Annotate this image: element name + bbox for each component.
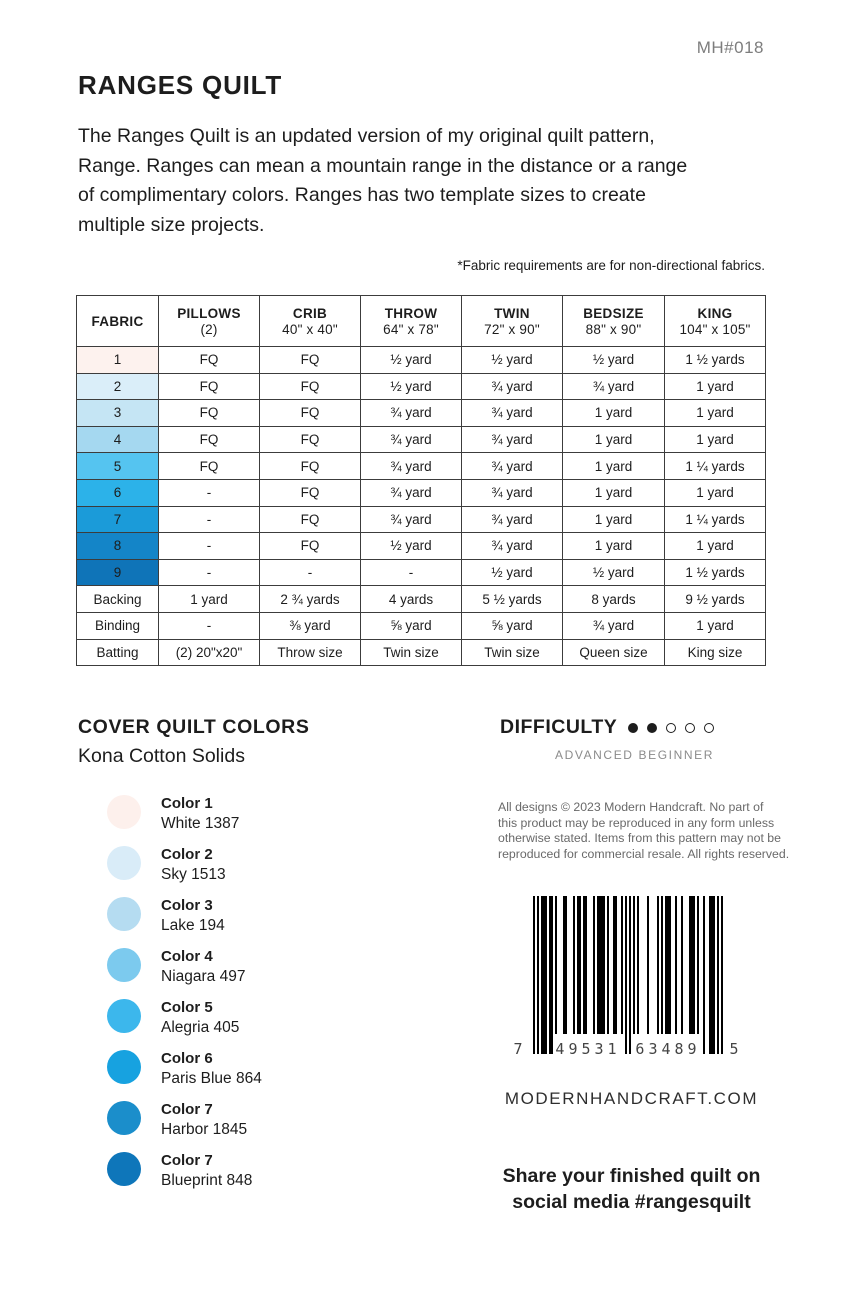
yardage-cell: 1 yard [665,426,766,453]
table-row [77,559,766,586]
cover-colors-subheading: Kona Cotton Solids [78,745,245,767]
yardage-cell: FQ [260,479,361,506]
copyright-line: this product may be reproduced in any form unless [498,815,775,830]
barcode-bar [621,896,623,1034]
intro-line: Range. Ranges can mean a mountain range in the distance or a range [78,154,688,177]
color-list-item [107,792,262,843]
yardage-cell: King size [665,639,766,666]
barcode-bar [533,896,535,1054]
yardage-cell: FQ [159,373,260,400]
yardage-cell: ⅝ yard [361,612,462,639]
color-swatch [107,999,141,1033]
fabric-swatch-cell: 8 [77,533,159,560]
color-label: Color 7 [161,1152,213,1169]
difficulty-row [500,716,714,739]
intro-line: The Ranges Quilt is an updated version of my original quilt pattern, [78,125,655,147]
table-row [77,453,766,480]
barcode-digits-right: 63489 [635,1040,701,1058]
color-swatch [107,846,141,880]
copyright-line: otherwise stated. Items from this pattern may not be [498,831,781,846]
table-row [77,533,766,560]
fabric-swatch-cell: 7 [77,506,159,533]
barcode-bar [597,896,599,1034]
yardage-cell: 1 yard [563,533,665,560]
yardage-cell: ¾ yard [361,426,462,453]
fabric-swatch-cell: 5 [77,453,159,480]
barcode-bar [661,896,663,1034]
color-name: White 1387 [161,815,240,832]
yardage-cell: 8 yards [563,586,665,613]
difficulty-dot [628,723,638,733]
column-title: KING [697,305,733,321]
yardage-cell: ½ yard [361,533,462,560]
difficulty-dot [704,723,714,733]
color-list-item [107,1098,262,1149]
barcode-bar [615,896,617,1034]
fabric-label-cell: Backing [77,586,159,613]
column-title: FABRIC [91,313,144,329]
yardage-cell: 1 ¼ yards [665,453,766,480]
intro-paragraph [78,122,687,240]
yardage-cell: - [159,612,260,639]
yardage-cell: ½ yard [462,347,563,374]
column-title: PILLOWS [177,305,241,321]
yardage-cell: - [159,533,260,560]
yardage-cell: Throw size [260,639,361,666]
yardage-cell: 5 ½ yards [462,586,563,613]
barcode-bar [721,896,723,1054]
column-title: THROW [384,305,438,321]
yardage-cell: FQ [159,426,260,453]
yardage-cell: FQ [159,453,260,480]
intro-line: of complimentary colors. Ranges has two template sizes to create [78,184,646,206]
barcode-bar [681,896,683,1034]
barcode-bar [551,896,553,1054]
barcode-bar [647,896,649,1034]
table-row [77,506,766,533]
difficulty-label: DIFFICULTY [500,716,618,738]
yardage-cell: 1 yard [159,586,260,613]
barcode-bar [637,896,639,1034]
yardage-cell: FQ [260,347,361,374]
share-line: Share your finished quilt on [502,1165,761,1187]
barcode-bar [573,896,575,1034]
table-body [77,347,766,666]
barcode-bar [657,896,659,1034]
color-swatch [107,897,141,931]
fabric-note: *Fabric requirements are for non-directional fabrics. [457,258,765,273]
color-label: Color 6 [161,1050,213,1067]
table-row [77,612,766,639]
color-name: Paris Blue 864 [161,1070,262,1087]
color-text [161,1047,262,1098]
fabric-label-cell: Binding [77,612,159,639]
yardage-cell: ½ yard [462,559,563,586]
barcode-bar [629,896,631,1054]
column-header [77,296,159,347]
page-title: RANGES QUILT [78,70,283,100]
barcode-bar [697,896,699,1034]
barcode-bar [669,896,671,1034]
table-header [77,296,766,347]
table-row [77,586,766,613]
yardage-cell: ⅝ yard [462,612,563,639]
color-label: Color 2 [161,846,213,863]
intro-line: multiple size projects. [78,213,265,236]
website-url: MODERNHANDCRAFT.COM [504,1089,759,1108]
color-text [161,945,245,996]
barcode-bar [607,896,609,1034]
barcode-bar [667,896,669,1034]
yardage-cell: - [159,479,260,506]
barcode-bar [565,896,567,1034]
yardage-cell: ¾ yard [361,479,462,506]
column-title: TWIN [494,305,530,321]
yardage-cell: FQ [260,453,361,480]
color-list-item [107,843,262,894]
barcode-bar [633,896,635,1034]
color-list-item [107,1149,262,1200]
yardage-cell: ¾ yard [361,453,462,480]
color-text [161,1098,247,1149]
difficulty-dots [628,723,714,733]
color-label: Color 7 [161,1101,213,1118]
difficulty-dot [685,723,695,733]
column-header [462,296,563,347]
yardage-cell: 1 yard [563,453,665,480]
barcode-bar [711,896,713,1054]
fabric-label-cell: Batting [77,639,159,666]
copyright-line: reproduced for commercial resale. All rights reserved. [498,847,790,862]
column-subtitle: (2) [200,321,218,337]
fabric-swatch-cell: 2 [77,373,159,400]
column-header [361,296,462,347]
table-header-row [77,296,766,347]
yardage-cell: 9 ½ yards [665,586,766,613]
yardage-cell: ½ yard [563,347,665,374]
yardage-cell: - [159,559,260,586]
column-subtitle: 88" x 90" [585,321,642,337]
cover-colors-heading: COVER QUILT COLORS [78,716,310,738]
yardage-cell: 1 yard [563,479,665,506]
color-name: Sky 1513 [161,866,226,883]
yardage-cell: FQ [260,533,361,560]
difficulty-level-text: ADVANCED BEGINNER [554,748,714,762]
yardage-cell: FQ [159,400,260,427]
share-message [478,1163,785,1215]
color-label: Color 1 [161,795,213,812]
fabric-swatch-cell: 4 [77,426,159,453]
fabric-swatch-cell: 6 [77,479,159,506]
color-text [161,1149,252,1200]
barcode-digit-first: 7 [513,1040,527,1058]
column-subtitle: 104" x 105" [679,321,751,337]
yardage-cell: ¾ yard [462,426,563,453]
color-swatch [107,795,141,829]
color-text [161,996,239,1047]
column-title: CRIB [292,305,328,321]
barcode-bar [583,896,585,1034]
difficulty-dot [666,723,676,733]
yardage-cell: - [361,559,462,586]
yardage-cell: ¾ yard [563,373,665,400]
yardage-cell: FQ [260,373,361,400]
yardage-cell: Queen size [563,639,665,666]
yardage-cell: 4 yards [361,586,462,613]
yardage-cell: FQ [260,426,361,453]
yardage-cell: 1 yard [563,506,665,533]
barcode-bar [577,896,579,1034]
color-name: Blueprint 848 [161,1172,253,1189]
barcode-bar [601,896,603,1034]
yardage-cell: 1 ¼ yards [665,506,766,533]
yardage-cell: - [159,506,260,533]
yardage-cell: ¾ yard [361,400,462,427]
color-name: Harbor 1845 [161,1121,248,1138]
column-header [563,296,665,347]
column-header [159,296,260,347]
color-swatch [107,1050,141,1084]
yardage-cell: FQ [260,400,361,427]
color-list-item [107,894,262,945]
color-label: Color 5 [161,999,213,1016]
table-row [77,347,766,374]
barcode-bar [689,896,691,1034]
yardage-cell: 1 ½ yards [665,559,766,586]
column-subtitle: 40" x 40" [282,321,338,337]
table-row [77,426,766,453]
copyright-text [498,800,789,863]
barcode-digit-last: 5 [729,1040,743,1058]
column-subtitle: 64" x 78" [383,321,439,337]
color-list [107,792,262,1200]
color-text [161,843,226,894]
table-row [77,639,766,666]
barcode-bar [675,896,677,1034]
barcode-bar [691,896,693,1034]
yardage-cell: ¾ yard [462,533,563,560]
fabric-swatch-cell: 3 [77,400,159,427]
yardage-cell: 1 yard [665,612,766,639]
barcode-bar [709,896,711,1054]
barcode-bar [693,896,695,1034]
yardage-cell: FQ [260,506,361,533]
barcode-bar [593,896,595,1034]
color-label: Color 4 [161,948,213,965]
column-title: BEDSIZE [583,305,644,321]
yardage-cell: ¾ yard [563,612,665,639]
yardage-cell: ½ yard [361,347,462,374]
barcode-bar [613,896,615,1034]
barcode-bar [603,896,605,1034]
column-subtitle: 72" x 90" [484,321,540,337]
barcode-bar [585,896,587,1034]
yardage-cell: - [260,559,361,586]
color-name: Niagara 497 [161,968,246,985]
yardage-cell: Twin size [361,639,462,666]
color-list-item [107,945,262,996]
yardage-cell: 1 yard [563,400,665,427]
barcode-bar [545,896,547,1054]
barcode-bar [713,896,715,1054]
table-row [77,373,766,400]
yardage-cell: (2) 20"x20" [159,639,260,666]
barcode-bar [549,896,551,1054]
color-name: Alegria 405 [161,1019,240,1036]
color-swatch [107,948,141,982]
color-swatch [107,1152,141,1186]
yardage-cell: ¾ yard [462,400,563,427]
barcode-bar [599,896,601,1034]
yardage-cell: FQ [159,347,260,374]
share-line: social media #rangesquilt [512,1191,751,1213]
yardage-cell: ¾ yard [462,453,563,480]
barcode-bar [717,896,719,1054]
barcode-digits-left: 49531 [555,1040,621,1058]
barcode-bar [541,896,543,1054]
difficulty-dot [647,723,657,733]
color-list-item [107,996,262,1047]
yardage-cell: ½ yard [563,559,665,586]
fabric-swatch-cell: 1 [77,347,159,374]
color-name: Lake 194 [161,917,225,934]
table-row [77,400,766,427]
yardage-cell: 1 yard [665,400,766,427]
copyright-line: All designs © 2023 Modern Handcraft. No part of [498,800,764,814]
yardage-cell: 1 yard [665,479,766,506]
color-list-item [107,1047,262,1098]
barcode-bar [579,896,581,1034]
yardage-cell: ¾ yard [462,479,563,506]
yardage-cell: 1 ½ yards [665,347,766,374]
difficulty-section [500,716,714,762]
yardage-cell: 1 yard [665,533,766,560]
yardage-cell: ⅜ yard [260,612,361,639]
barcode-bar [703,896,705,1054]
fabric-swatch-cell: 9 [77,559,159,586]
barcode-bar [555,896,557,1034]
barcode-bar [563,896,565,1034]
yardage-cell: ¾ yard [462,506,563,533]
yardage-cell: 1 yard [563,426,665,453]
yardage-cell: ¾ yard [361,506,462,533]
yardage-cell: ½ yard [361,373,462,400]
yardage-cell: ¾ yard [462,373,563,400]
column-header [260,296,361,347]
upc-barcode [508,896,748,1060]
barcode-bar [665,896,667,1034]
barcode-bar [625,896,627,1054]
color-label: Color 3 [161,897,213,914]
color-text [161,792,239,843]
barcode-bar [543,896,545,1054]
pattern-code: MH#018 [696,38,764,57]
yardage-cell: Twin size [462,639,563,666]
color-text [161,894,225,945]
yardage-cell: 1 yard [665,373,766,400]
yardage-cell: 2 ¾ yards [260,586,361,613]
table-row [77,479,766,506]
fabric-requirements-table [76,295,766,666]
column-header [665,296,766,347]
barcode-bar [537,896,539,1054]
color-swatch [107,1101,141,1135]
